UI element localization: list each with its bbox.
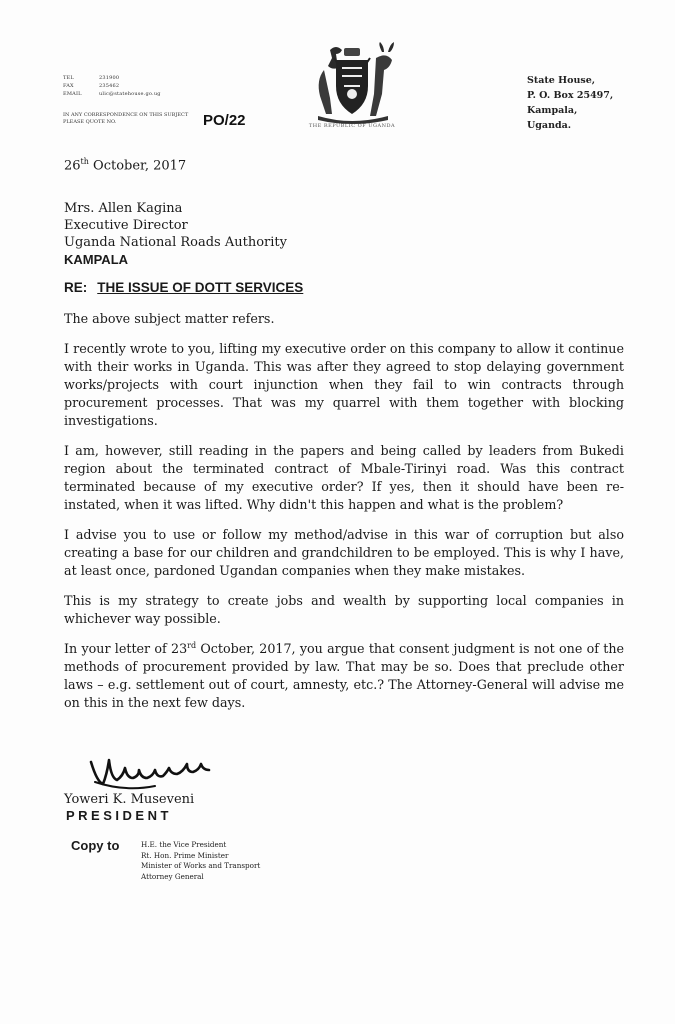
date-suffix: rd bbox=[187, 640, 197, 650]
address-line: State House, bbox=[527, 75, 596, 86]
body-paragraph: The above subject matter refers. bbox=[64, 311, 275, 326]
subject-text: THE ISSUE OF DOTT SERVICES bbox=[97, 280, 304, 295]
reference-code: PO/22 bbox=[203, 112, 246, 129]
address-line: Kampala, bbox=[527, 105, 578, 116]
copy-to-list bbox=[141, 840, 260, 882]
body-paragraph: I recently wrote to you, lifting my executive order on this company to allow it continue with their works in Uganda. This was after they agreed to stop delaying government works/projects with court injunction when they fail to win contracts through procurement processes. That was my quarrel with them together with blocking investigations. bbox=[64, 341, 624, 428]
body-paragraph: I advise you to use or follow my method/advise in this war of corruption but also creating a base for our children and grandchildren to be employed. This is why I have, at least once, pardoned Ugandan companies when they make mistakes. bbox=[64, 527, 624, 578]
date-day: 26 bbox=[64, 158, 81, 174]
paragraph-start: In your letter of 23 bbox=[64, 641, 188, 656]
contact-label: FAX bbox=[63, 83, 74, 89]
copy-recipient: Rt. Hon. Prime Minister bbox=[141, 850, 229, 860]
contact-row-fax bbox=[63, 82, 161, 90]
contact-value: ulic@statehouse.go.ug bbox=[99, 91, 161, 97]
copy-recipient: Attorney General bbox=[141, 871, 204, 881]
contact-block bbox=[63, 74, 161, 98]
date-suffix: th bbox=[80, 157, 89, 166]
recipient-city: KAMPALA bbox=[64, 252, 129, 267]
subject-prefix: RE: bbox=[64, 280, 88, 295]
recipient-block bbox=[64, 200, 287, 268]
crest-caption: THE REPUBLIC OF UGANDA bbox=[308, 123, 396, 129]
contact-label: EMAIL bbox=[63, 91, 82, 97]
body-paragraph bbox=[64, 640, 624, 712]
paragraph-rest: October, 2017, you argue that consent judgment is not one of the methods of procurement provided by law. That may be so. Does that preclude other laws – e.g. settlement out of court, amnesty, etc.? The Attorney-General will advise me on this in the next few days. bbox=[64, 641, 624, 710]
body-paragraph: This is my strategy to create jobs and wealth by supporting local companies in whichever way possible. bbox=[64, 593, 624, 626]
date-rest: October, 2017 bbox=[88, 158, 187, 174]
copy-recipient: H.E. the Vice President bbox=[141, 840, 227, 849]
recipient-name: Mrs. Allen Kagina bbox=[64, 201, 183, 216]
address-line: Uganda. bbox=[527, 120, 572, 131]
contact-value: 235462 bbox=[99, 83, 120, 89]
contact-label: TEL bbox=[63, 75, 74, 81]
signer-title: PRESIDENT bbox=[66, 808, 172, 823]
reference-note: IN ANY CORRESPONDENCE ON THIS SUBJECT PLEASE QUOTE NO. bbox=[63, 112, 189, 125]
letter-body bbox=[64, 310, 624, 724]
sender-address bbox=[527, 73, 613, 133]
contact-value: 231900 bbox=[99, 75, 120, 81]
copy-to-label: Copy to bbox=[71, 838, 120, 853]
signer-name: Yoweri K. Museveni bbox=[64, 792, 195, 807]
recipient-title: Executive Director bbox=[64, 218, 188, 233]
subject-line bbox=[64, 280, 303, 295]
letter-date bbox=[64, 157, 186, 173]
body-paragraph: I am, however, still reading in the papers and being called by leaders from Bukedi region about the terminated contract of Mbale-Tirinyi road. Was this contract terminated because of my executive order? If yes, then it should have been re-instated, when it was lifted. Why didn't this happen and what is the problem? bbox=[64, 443, 624, 512]
contact-row-tel bbox=[63, 74, 161, 82]
copy-recipient: Minister of Works and Transport bbox=[141, 861, 261, 870]
coat-of-arms-icon bbox=[298, 42, 406, 124]
address-line: P. O. Box 25497, bbox=[527, 90, 614, 101]
contact-row-email bbox=[63, 90, 161, 98]
recipient-organization: Uganda National Roads Authority bbox=[64, 235, 287, 250]
